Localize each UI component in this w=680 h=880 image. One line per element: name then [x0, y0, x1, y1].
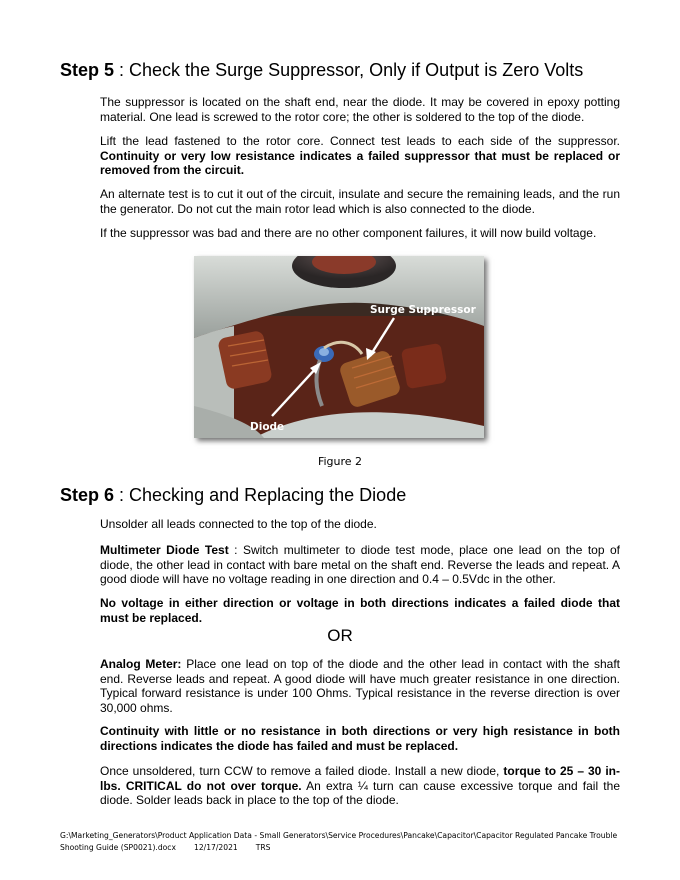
step6-paragraph-4 [100, 657, 620, 715]
step6-p6-text-2: An extra ¼ turn can cause excessive torque and fail the diode. Solder leads back in place to the top of the diode. [100, 778, 620, 807]
step5-title: : Check the Surge Suppressor, Only if Output is Zero Volts [114, 60, 584, 80]
step6-heading [60, 485, 406, 506]
step6-p4-bold: Analog Meter: [100, 657, 182, 671]
step6-paragraph-2 [100, 543, 620, 587]
step6-p2-text: : Switch multimeter to diode test mode, place one lead on the top of diode, the other lead in contact with bare metal on the shaft end. Reverse the leads and repeat. A good diode will have no voltage reading in one direction and 0.4 – 0.5Vdc in the other. [100, 543, 620, 586]
step6-paragraph-5 [100, 724, 620, 753]
figure-caption: Figure 2 [317, 455, 363, 468]
diode-label: Diode [250, 421, 285, 433]
step5-p2-text: Lift the lead fastened to the rotor core. Connect test leads to each side of the suppressor. [100, 134, 620, 148]
rotor-photo-illustration [194, 256, 484, 438]
step6-paragraph-3 [100, 596, 620, 625]
step6-label: Step 6 [60, 485, 115, 505]
step6-title: : Checking and Replacing the Diode [114, 485, 407, 505]
figure-photo [194, 256, 484, 438]
footer-date: 12/17/2021 [193, 843, 238, 852]
step6-p5-bold: Continuity with little or no resistance in both directions or very high resistance in both directions indicates the diode has failed and must be replaced. [100, 724, 620, 753]
step6-p6-bold: torque to 25 – 30 in-lbs. CRITICAL do not over torque. [100, 764, 620, 793]
page-footer [60, 830, 620, 854]
step5-paragraph-3: An alternate test is to cut it out of the circuit, insulate and secure the remaining leads, and the run the generator. Do not cut the main rotor lead which is also connected to the diode. [100, 187, 620, 216]
step6-p2-bold: Multimeter Diode Test [100, 543, 229, 557]
surge-suppressor-label: Surge Suppressor [370, 304, 476, 316]
step6-paragraph-6 [100, 764, 620, 808]
step6-p4-text: Place one lead on top of the diode and the other lead in contact with the shaft end. Reverse leads and repeat. A good diode will have much greater resistance in one direction. Typical forward resistance is under 100 Ohms. Typical resistance in the reverse direction is over 30,000 ohms. [100, 657, 620, 715]
step6-p3-bold: No voltage in either direction or voltage in both directions indicates a failed diode that must be replaced. [100, 596, 620, 625]
step5-paragraph-1: The suppressor is located on the shaft end, near the diode. It may be covered in epoxy potting material. One lead is screwed to the rotor core; the other is soldered to the top of the diode. [100, 95, 620, 124]
step5-p2-bold: Continuity or very low resistance indicates a failed suppressor that must be replaced or removed from the circuit. [100, 148, 620, 177]
or-separator: OR [327, 626, 353, 645]
footer-initials: TRS [255, 843, 271, 852]
step5-heading [60, 60, 583, 81]
footer-path: G:\Marketing_Generators\Product Application Data - Small Generators\Service Procedures\Pancake\Capacitor\Capacitor Regulated Pancake Trouble Shooting Guide (SP0021).docx [60, 831, 618, 852]
step5-paragraph-4: If the suppressor was bad and there are no other component failures, it will now build voltage. [100, 226, 597, 240]
step5-label: Step 5 [60, 60, 115, 80]
step6-paragraph-1: Unsolder all leads connected to the top of the diode. [100, 517, 377, 531]
step5-paragraph-2 [100, 134, 620, 178]
step6-p6-text-1: Once unsoldered, turn CCW to remove a failed diode. Install a new diode, [100, 764, 504, 778]
